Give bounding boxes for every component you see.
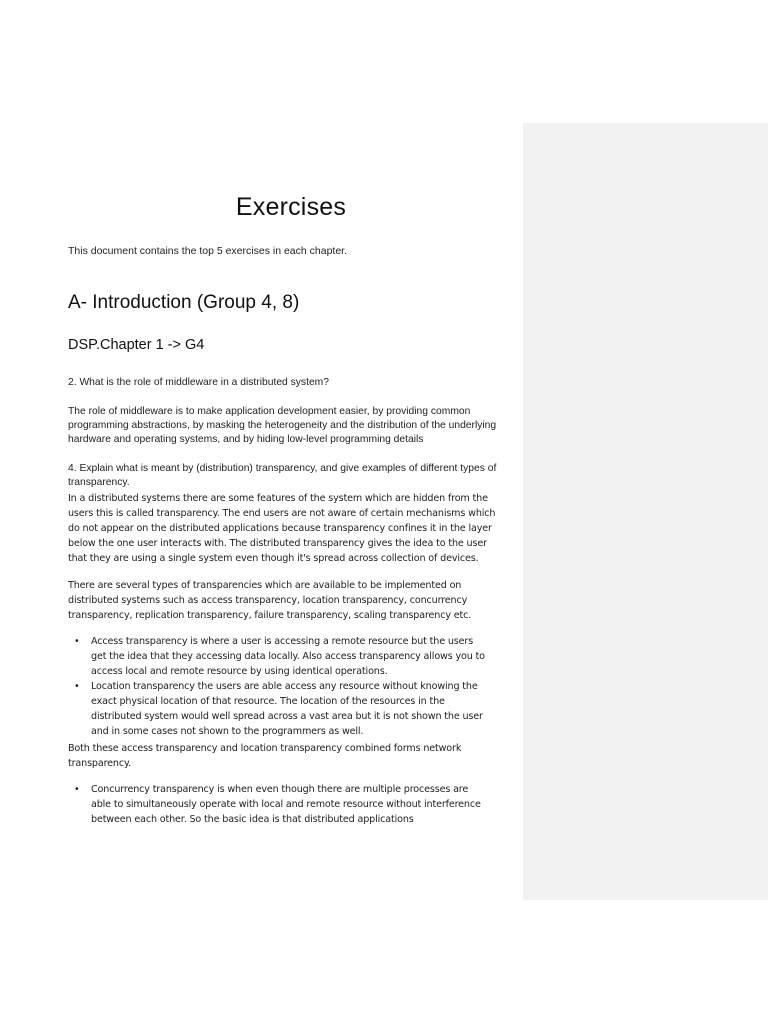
list-item-text: Access transparency is where a user is accessing a remote resource but the users get the idea that they accessing data locally. Also access transparency allows you to access local and remote resource by using identical operations. [91,636,485,677]
question-2: 2. What is the role of middleware in a distributed system? [68,377,329,388]
answer-4: In a distributed systems there are some features of the system which are hidden from the users this is called transparency. The end users are not aware of certain mechanisms which do not appear on the distributed applications because transparency confines it in the layer below the one user interacts with. The distributed transparency gives the idea to the user that they are using a single system even though it's spread across collection of devices. [68,493,496,564]
subsection-heading: DSP.Chapter 1 -> G4 [68,337,205,353]
section-heading: A- Introduction (Group 4, 8) [68,292,300,313]
intro-paragraph: This document contains the top 5 exercises in each chapter. [68,245,347,257]
comment-pane [523,123,768,900]
list-item [68,634,488,679]
bullet-icon: • [74,681,80,692]
network-transparency-paragraph: Both these access transparency and location transparency combined forms network transparency. [68,743,462,769]
bullet-icon: • [74,784,80,795]
bullet-list-1 [68,634,508,739]
document-title: Exercises [235,193,347,221]
answer-2: The role of middleware is to make application development easier, by providing common programming abstractions, by masking the heterogeneity and the distribution of the underlying hardware and operating systems, and by hiding low-level programming details [68,406,497,445]
transparency-types-paragraph: There are several types of transparencies which are available to be implemented on distributed systems such as access transparency, location transparency, concurrency transparency, replication transparency, failure transparency, scaling transparency etc. [68,580,472,621]
list-item-text: Location transparency the users are able access any resource without knowing the exact physical location of that resource. The location of the resources in the distributed system would well spread across a vast area but it is not shown the user and in some cases not shown to the programmers as well. [91,681,483,737]
bullet-list-2 [68,782,508,827]
list-item [68,782,488,827]
bullet-icon: • [74,636,80,647]
list-item-text: Concurrency transparency is when even though there are multiple processes are able to simultaneously operate with local and remote resource without interference between each other. So the basic idea is that distributed applications [91,784,481,825]
question-4: 4. Explain what is meant by (distribution) transparency, and give examples of different types of transparency. [68,463,497,488]
list-item [68,679,488,739]
